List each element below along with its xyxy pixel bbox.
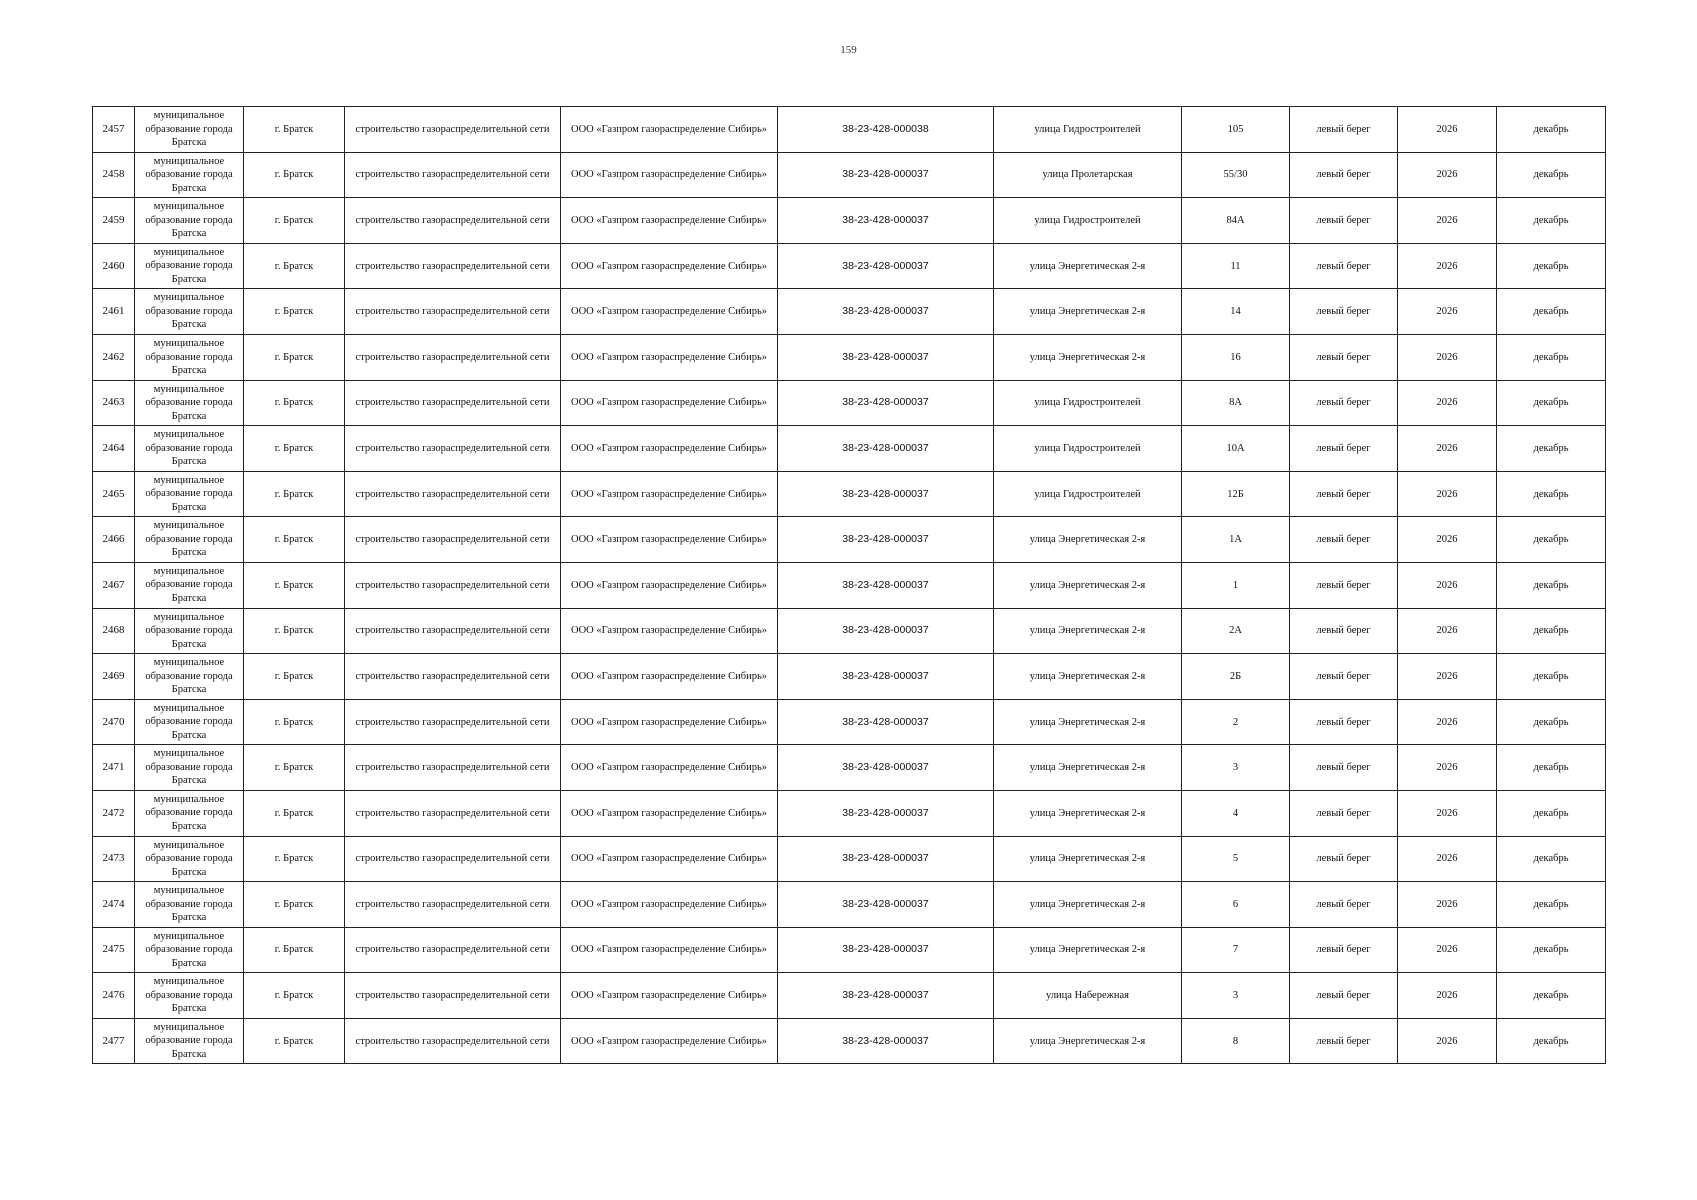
street-cell: улица Набережная <box>994 973 1182 1019</box>
work-type-cell: строительство газораспределительной сети <box>345 289 561 335</box>
organization-cell: ООО «Газпром газораспределение Сибирь» <box>561 699 778 745</box>
river-bank-cell: левый берег <box>1290 198 1398 244</box>
page-number: 159 <box>840 44 857 56</box>
river-bank-cell: левый берег <box>1290 1018 1398 1064</box>
organization-cell: ООО «Газпром газораспределение Сибирь» <box>561 790 778 836</box>
municipality-cell: муниципальное образование города Братска <box>135 198 244 244</box>
year-cell: 2026 <box>1398 745 1497 791</box>
municipality-cell: муниципальное образование города Братска <box>135 380 244 426</box>
table-row <box>93 380 1606 426</box>
river-bank-cell: левый берег <box>1290 836 1398 882</box>
month-cell: декабрь <box>1497 471 1606 517</box>
street-cell: улица Энергетическая 2-я <box>994 927 1182 973</box>
row-number: 2457 <box>93 107 135 153</box>
month-cell: декабрь <box>1497 289 1606 335</box>
month-cell: декабрь <box>1497 107 1606 153</box>
organization-cell: ООО «Газпром газораспределение Сибирь» <box>561 152 778 198</box>
river-bank-cell: левый берег <box>1290 380 1398 426</box>
month-cell: декабрь <box>1497 243 1606 289</box>
house-cell: 7 <box>1182 927 1290 973</box>
organization-cell: ООО «Газпром газораспределение Сибирь» <box>561 198 778 244</box>
table-row <box>93 152 1606 198</box>
organization-cell: ООО «Газпром газораспределение Сибирь» <box>561 745 778 791</box>
year-cell: 2026 <box>1398 836 1497 882</box>
river-bank-cell: левый берег <box>1290 745 1398 791</box>
organization-cell: ООО «Газпром газораспределение Сибирь» <box>561 426 778 472</box>
month-cell: декабрь <box>1497 1018 1606 1064</box>
municipality-cell: муниципальное образование города Братска <box>135 426 244 472</box>
municipality-cell: муниципальное образование города Братска <box>135 562 244 608</box>
month-cell: декабрь <box>1497 654 1606 700</box>
table-row <box>93 882 1606 928</box>
organization-cell: ООО «Газпром газораспределение Сибирь» <box>561 471 778 517</box>
work-type-cell: строительство газораспределительной сети <box>345 562 561 608</box>
organization-cell: ООО «Газпром газораспределение Сибирь» <box>561 1018 778 1064</box>
year-cell: 2026 <box>1398 699 1497 745</box>
city-cell: г. Братск <box>244 334 345 380</box>
house-cell: 84А <box>1182 198 1290 244</box>
row-number: 2464 <box>93 426 135 472</box>
row-number: 2467 <box>93 562 135 608</box>
network-code-cell: 38-23-428-000037 <box>778 973 994 1019</box>
organization-cell: ООО «Газпром газораспределение Сибирь» <box>561 380 778 426</box>
work-type-cell: строительство газораспределительной сети <box>345 608 561 654</box>
network-code-cell: 38-23-428-000037 <box>778 790 994 836</box>
organization-cell: ООО «Газпром газораспределение Сибирь» <box>561 243 778 289</box>
year-cell: 2026 <box>1398 654 1497 700</box>
house-cell: 8 <box>1182 1018 1290 1064</box>
network-code-cell: 38-23-428-000037 <box>778 471 994 517</box>
city-cell: г. Братск <box>244 927 345 973</box>
table-row <box>93 745 1606 791</box>
house-cell: 2А <box>1182 608 1290 654</box>
network-code-cell: 38-23-428-000037 <box>778 562 994 608</box>
municipality-cell: муниципальное образование города Братска <box>135 334 244 380</box>
river-bank-cell: левый берег <box>1290 107 1398 153</box>
table-row <box>93 790 1606 836</box>
row-number: 2477 <box>93 1018 135 1064</box>
network-code-cell: 38-23-428-000037 <box>778 152 994 198</box>
month-cell: декабрь <box>1497 380 1606 426</box>
organization-cell: ООО «Газпром газораспределение Сибирь» <box>561 927 778 973</box>
house-cell: 10А <box>1182 426 1290 472</box>
work-type-cell: строительство газораспределительной сети <box>345 973 561 1019</box>
table-row <box>93 927 1606 973</box>
municipality-cell: муниципальное образование города Братска <box>135 152 244 198</box>
city-cell: г. Братск <box>244 699 345 745</box>
street-cell: улица Энергетическая 2-я <box>994 699 1182 745</box>
organization-cell: ООО «Газпром газораспределение Сибирь» <box>561 289 778 335</box>
city-cell: г. Братск <box>244 517 345 563</box>
table-row <box>93 1018 1606 1064</box>
municipality-cell: муниципальное образование города Братска <box>135 243 244 289</box>
table-row <box>93 973 1606 1019</box>
organization-cell: ООО «Газпром газораспределение Сибирь» <box>561 973 778 1019</box>
month-cell: декабрь <box>1497 198 1606 244</box>
network-code-cell: 38-23-428-000037 <box>778 198 994 244</box>
municipality-cell: муниципальное образование города Братска <box>135 289 244 335</box>
municipality-cell: муниципальное образование города Братска <box>135 745 244 791</box>
street-cell: улица Энергетическая 2-я <box>994 243 1182 289</box>
street-cell: улица Энергетическая 2-я <box>994 1018 1182 1064</box>
work-type-cell: строительство газораспределительной сети <box>345 517 561 563</box>
row-number: 2459 <box>93 198 135 244</box>
city-cell: г. Братск <box>244 745 345 791</box>
river-bank-cell: левый берег <box>1290 334 1398 380</box>
network-code-cell: 38-23-428-000037 <box>778 836 994 882</box>
house-cell: 11 <box>1182 243 1290 289</box>
house-cell: 5 <box>1182 836 1290 882</box>
table-row <box>93 654 1606 700</box>
year-cell: 2026 <box>1398 380 1497 426</box>
work-type-cell: строительство газораспределительной сети <box>345 380 561 426</box>
river-bank-cell: левый берег <box>1290 517 1398 563</box>
street-cell: улица Гидростроителей <box>994 107 1182 153</box>
network-code-cell: 38-23-428-000037 <box>778 426 994 472</box>
street-cell: улица Энергетическая 2-я <box>994 289 1182 335</box>
network-code-cell: 38-23-428-000037 <box>778 745 994 791</box>
table-row <box>93 334 1606 380</box>
organization-cell: ООО «Газпром газораспределение Сибирь» <box>561 836 778 882</box>
row-number: 2470 <box>93 699 135 745</box>
house-cell: 12Б <box>1182 471 1290 517</box>
river-bank-cell: левый берег <box>1290 927 1398 973</box>
river-bank-cell: левый берег <box>1290 243 1398 289</box>
house-cell: 4 <box>1182 790 1290 836</box>
work-type-cell: строительство газораспределительной сети <box>345 927 561 973</box>
month-cell: декабрь <box>1497 927 1606 973</box>
river-bank-cell: левый берег <box>1290 654 1398 700</box>
work-type-cell: строительство газораспределительной сети <box>345 152 561 198</box>
table-row <box>93 198 1606 244</box>
house-cell: 55/30 <box>1182 152 1290 198</box>
table-row <box>93 107 1606 153</box>
network-code-cell: 38-23-428-000037 <box>778 927 994 973</box>
month-cell: декабрь <box>1497 608 1606 654</box>
street-cell: улица Гидростроителей <box>994 426 1182 472</box>
row-number: 2461 <box>93 289 135 335</box>
street-cell: улица Гидростроителей <box>994 198 1182 244</box>
table-row <box>93 608 1606 654</box>
street-cell: улица Энергетическая 2-я <box>994 790 1182 836</box>
river-bank-cell: левый берег <box>1290 471 1398 517</box>
month-cell: декабрь <box>1497 882 1606 928</box>
street-cell: улица Энергетическая 2-я <box>994 654 1182 700</box>
month-cell: декабрь <box>1497 152 1606 198</box>
municipality-cell: муниципальное образование города Братска <box>135 699 244 745</box>
row-number: 2474 <box>93 882 135 928</box>
organization-cell: ООО «Газпром газораспределение Сибирь» <box>561 107 778 153</box>
river-bank-cell: левый берег <box>1290 699 1398 745</box>
work-type-cell: строительство газораспределительной сети <box>345 426 561 472</box>
house-cell: 1А <box>1182 517 1290 563</box>
house-cell: 16 <box>1182 334 1290 380</box>
month-cell: декабрь <box>1497 745 1606 791</box>
year-cell: 2026 <box>1398 334 1497 380</box>
city-cell: г. Братск <box>244 608 345 654</box>
year-cell: 2026 <box>1398 426 1497 472</box>
river-bank-cell: левый берег <box>1290 608 1398 654</box>
city-cell: г. Братск <box>244 654 345 700</box>
year-cell: 2026 <box>1398 107 1497 153</box>
network-code-cell: 38-23-428-000037 <box>778 380 994 426</box>
month-cell: декабрь <box>1497 836 1606 882</box>
municipality-cell: муниципальное образование города Братска <box>135 608 244 654</box>
year-cell: 2026 <box>1398 517 1497 563</box>
row-number: 2473 <box>93 836 135 882</box>
network-code-cell: 38-23-428-000037 <box>778 1018 994 1064</box>
municipality-cell: муниципальное образование города Братска <box>135 517 244 563</box>
table-row <box>93 517 1606 563</box>
street-cell: улица Энергетическая 2-я <box>994 608 1182 654</box>
street-cell: улица Энергетическая 2-я <box>994 745 1182 791</box>
year-cell: 2026 <box>1398 790 1497 836</box>
month-cell: декабрь <box>1497 517 1606 563</box>
year-cell: 2026 <box>1398 243 1497 289</box>
street-cell: улица Энергетическая 2-я <box>994 517 1182 563</box>
municipality-cell: муниципальное образование города Братска <box>135 790 244 836</box>
river-bank-cell: левый берег <box>1290 973 1398 1019</box>
city-cell: г. Братск <box>244 790 345 836</box>
city-cell: г. Братск <box>244 1018 345 1064</box>
year-cell: 2026 <box>1398 198 1497 244</box>
row-number: 2465 <box>93 471 135 517</box>
month-cell: декабрь <box>1497 426 1606 472</box>
river-bank-cell: левый берег <box>1290 426 1398 472</box>
house-cell: 2 <box>1182 699 1290 745</box>
year-cell: 2026 <box>1398 882 1497 928</box>
organization-cell: ООО «Газпром газораспределение Сибирь» <box>561 654 778 700</box>
work-type-cell: строительство газораспределительной сети <box>345 334 561 380</box>
network-code-cell: 38-23-428-000037 <box>778 654 994 700</box>
row-number: 2462 <box>93 334 135 380</box>
work-type-cell: строительство газораспределительной сети <box>345 1018 561 1064</box>
river-bank-cell: левый берег <box>1290 152 1398 198</box>
year-cell: 2026 <box>1398 152 1497 198</box>
city-cell: г. Братск <box>244 380 345 426</box>
house-cell: 6 <box>1182 882 1290 928</box>
row-number: 2468 <box>93 608 135 654</box>
house-cell: 14 <box>1182 289 1290 335</box>
table-row <box>93 289 1606 335</box>
municipality-cell: муниципальное образование города Братска <box>135 927 244 973</box>
work-type-cell: строительство газораспределительной сети <box>345 745 561 791</box>
gasification-table <box>92 106 1606 1064</box>
city-cell: г. Братск <box>244 882 345 928</box>
house-cell: 8А <box>1182 380 1290 426</box>
table-row <box>93 562 1606 608</box>
month-cell: декабрь <box>1497 562 1606 608</box>
table-row <box>93 426 1606 472</box>
table-row <box>93 243 1606 289</box>
street-cell: улица Энергетическая 2-я <box>994 334 1182 380</box>
house-cell: 2Б <box>1182 654 1290 700</box>
year-cell: 2026 <box>1398 562 1497 608</box>
river-bank-cell: левый берег <box>1290 790 1398 836</box>
year-cell: 2026 <box>1398 608 1497 654</box>
work-type-cell: строительство газораспределительной сети <box>345 699 561 745</box>
organization-cell: ООО «Газпром газораспределение Сибирь» <box>561 562 778 608</box>
river-bank-cell: левый берег <box>1290 882 1398 928</box>
street-cell: улица Энергетическая 2-я <box>994 882 1182 928</box>
organization-cell: ООО «Газпром газораспределение Сибирь» <box>561 517 778 563</box>
work-type-cell: строительство газораспределительной сети <box>345 107 561 153</box>
table-row <box>93 836 1606 882</box>
work-type-cell: строительство газораспределительной сети <box>345 790 561 836</box>
network-code-cell: 38-23-428-000037 <box>778 334 994 380</box>
city-cell: г. Братск <box>244 243 345 289</box>
row-number: 2469 <box>93 654 135 700</box>
network-code-cell: 38-23-428-000037 <box>778 608 994 654</box>
month-cell: декабрь <box>1497 973 1606 1019</box>
row-number: 2463 <box>93 380 135 426</box>
network-code-cell: 38-23-428-000037 <box>778 289 994 335</box>
year-cell: 2026 <box>1398 471 1497 517</box>
city-cell: г. Братск <box>244 198 345 244</box>
table-body <box>93 107 1606 1064</box>
work-type-cell: строительство газораспределительной сети <box>345 882 561 928</box>
year-cell: 2026 <box>1398 289 1497 335</box>
row-number: 2458 <box>93 152 135 198</box>
street-cell: улица Энергетическая 2-я <box>994 562 1182 608</box>
work-type-cell: строительство газораспределительной сети <box>345 471 561 517</box>
city-cell: г. Братск <box>244 289 345 335</box>
municipality-cell: муниципальное образование города Братска <box>135 654 244 700</box>
table-row <box>93 471 1606 517</box>
month-cell: декабрь <box>1497 334 1606 380</box>
house-cell: 105 <box>1182 107 1290 153</box>
year-cell: 2026 <box>1398 973 1497 1019</box>
municipality-cell: муниципальное образование города Братска <box>135 471 244 517</box>
municipality-cell: муниципальное образование города Братска <box>135 836 244 882</box>
network-code-cell: 38-23-428-000037 <box>778 699 994 745</box>
municipality-cell: муниципальное образование города Братска <box>135 107 244 153</box>
house-cell: 3 <box>1182 973 1290 1019</box>
row-number: 2471 <box>93 745 135 791</box>
municipality-cell: муниципальное образование города Братска <box>135 1018 244 1064</box>
year-cell: 2026 <box>1398 1018 1497 1064</box>
municipality-cell: муниципальное образование города Братска <box>135 882 244 928</box>
city-cell: г. Братск <box>244 426 345 472</box>
network-code-cell: 38-23-428-000037 <box>778 517 994 563</box>
month-cell: декабрь <box>1497 790 1606 836</box>
year-cell: 2026 <box>1398 927 1497 973</box>
organization-cell: ООО «Газпром газораспределение Сибирь» <box>561 608 778 654</box>
row-number: 2475 <box>93 927 135 973</box>
work-type-cell: строительство газораспределительной сети <box>345 654 561 700</box>
street-cell: улица Гидростроителей <box>994 380 1182 426</box>
city-cell: г. Братск <box>244 973 345 1019</box>
table-row <box>93 699 1606 745</box>
row-number: 2466 <box>93 517 135 563</box>
house-cell: 3 <box>1182 745 1290 791</box>
organization-cell: ООО «Газпром газораспределение Сибирь» <box>561 334 778 380</box>
network-code-cell: 38-23-428-000037 <box>778 243 994 289</box>
city-cell: г. Братск <box>244 471 345 517</box>
work-type-cell: строительство газораспределительной сети <box>345 198 561 244</box>
row-number: 2472 <box>93 790 135 836</box>
city-cell: г. Братск <box>244 152 345 198</box>
network-code-cell: 38-23-428-000038 <box>778 107 994 153</box>
river-bank-cell: левый берег <box>1290 289 1398 335</box>
house-cell: 1 <box>1182 562 1290 608</box>
organization-cell: ООО «Газпром газораспределение Сибирь» <box>561 882 778 928</box>
row-number: 2476 <box>93 973 135 1019</box>
work-type-cell: строительство газораспределительной сети <box>345 836 561 882</box>
network-code-cell: 38-23-428-000037 <box>778 882 994 928</box>
month-cell: декабрь <box>1497 699 1606 745</box>
work-type-cell: строительство газораспределительной сети <box>345 243 561 289</box>
row-number: 2460 <box>93 243 135 289</box>
city-cell: г. Братск <box>244 107 345 153</box>
street-cell: улица Пролетарская <box>994 152 1182 198</box>
street-cell: улица Энергетическая 2-я <box>994 836 1182 882</box>
river-bank-cell: левый берег <box>1290 562 1398 608</box>
street-cell: улица Гидростроителей <box>994 471 1182 517</box>
municipality-cell: муниципальное образование города Братска <box>135 973 244 1019</box>
city-cell: г. Братск <box>244 562 345 608</box>
city-cell: г. Братск <box>244 836 345 882</box>
